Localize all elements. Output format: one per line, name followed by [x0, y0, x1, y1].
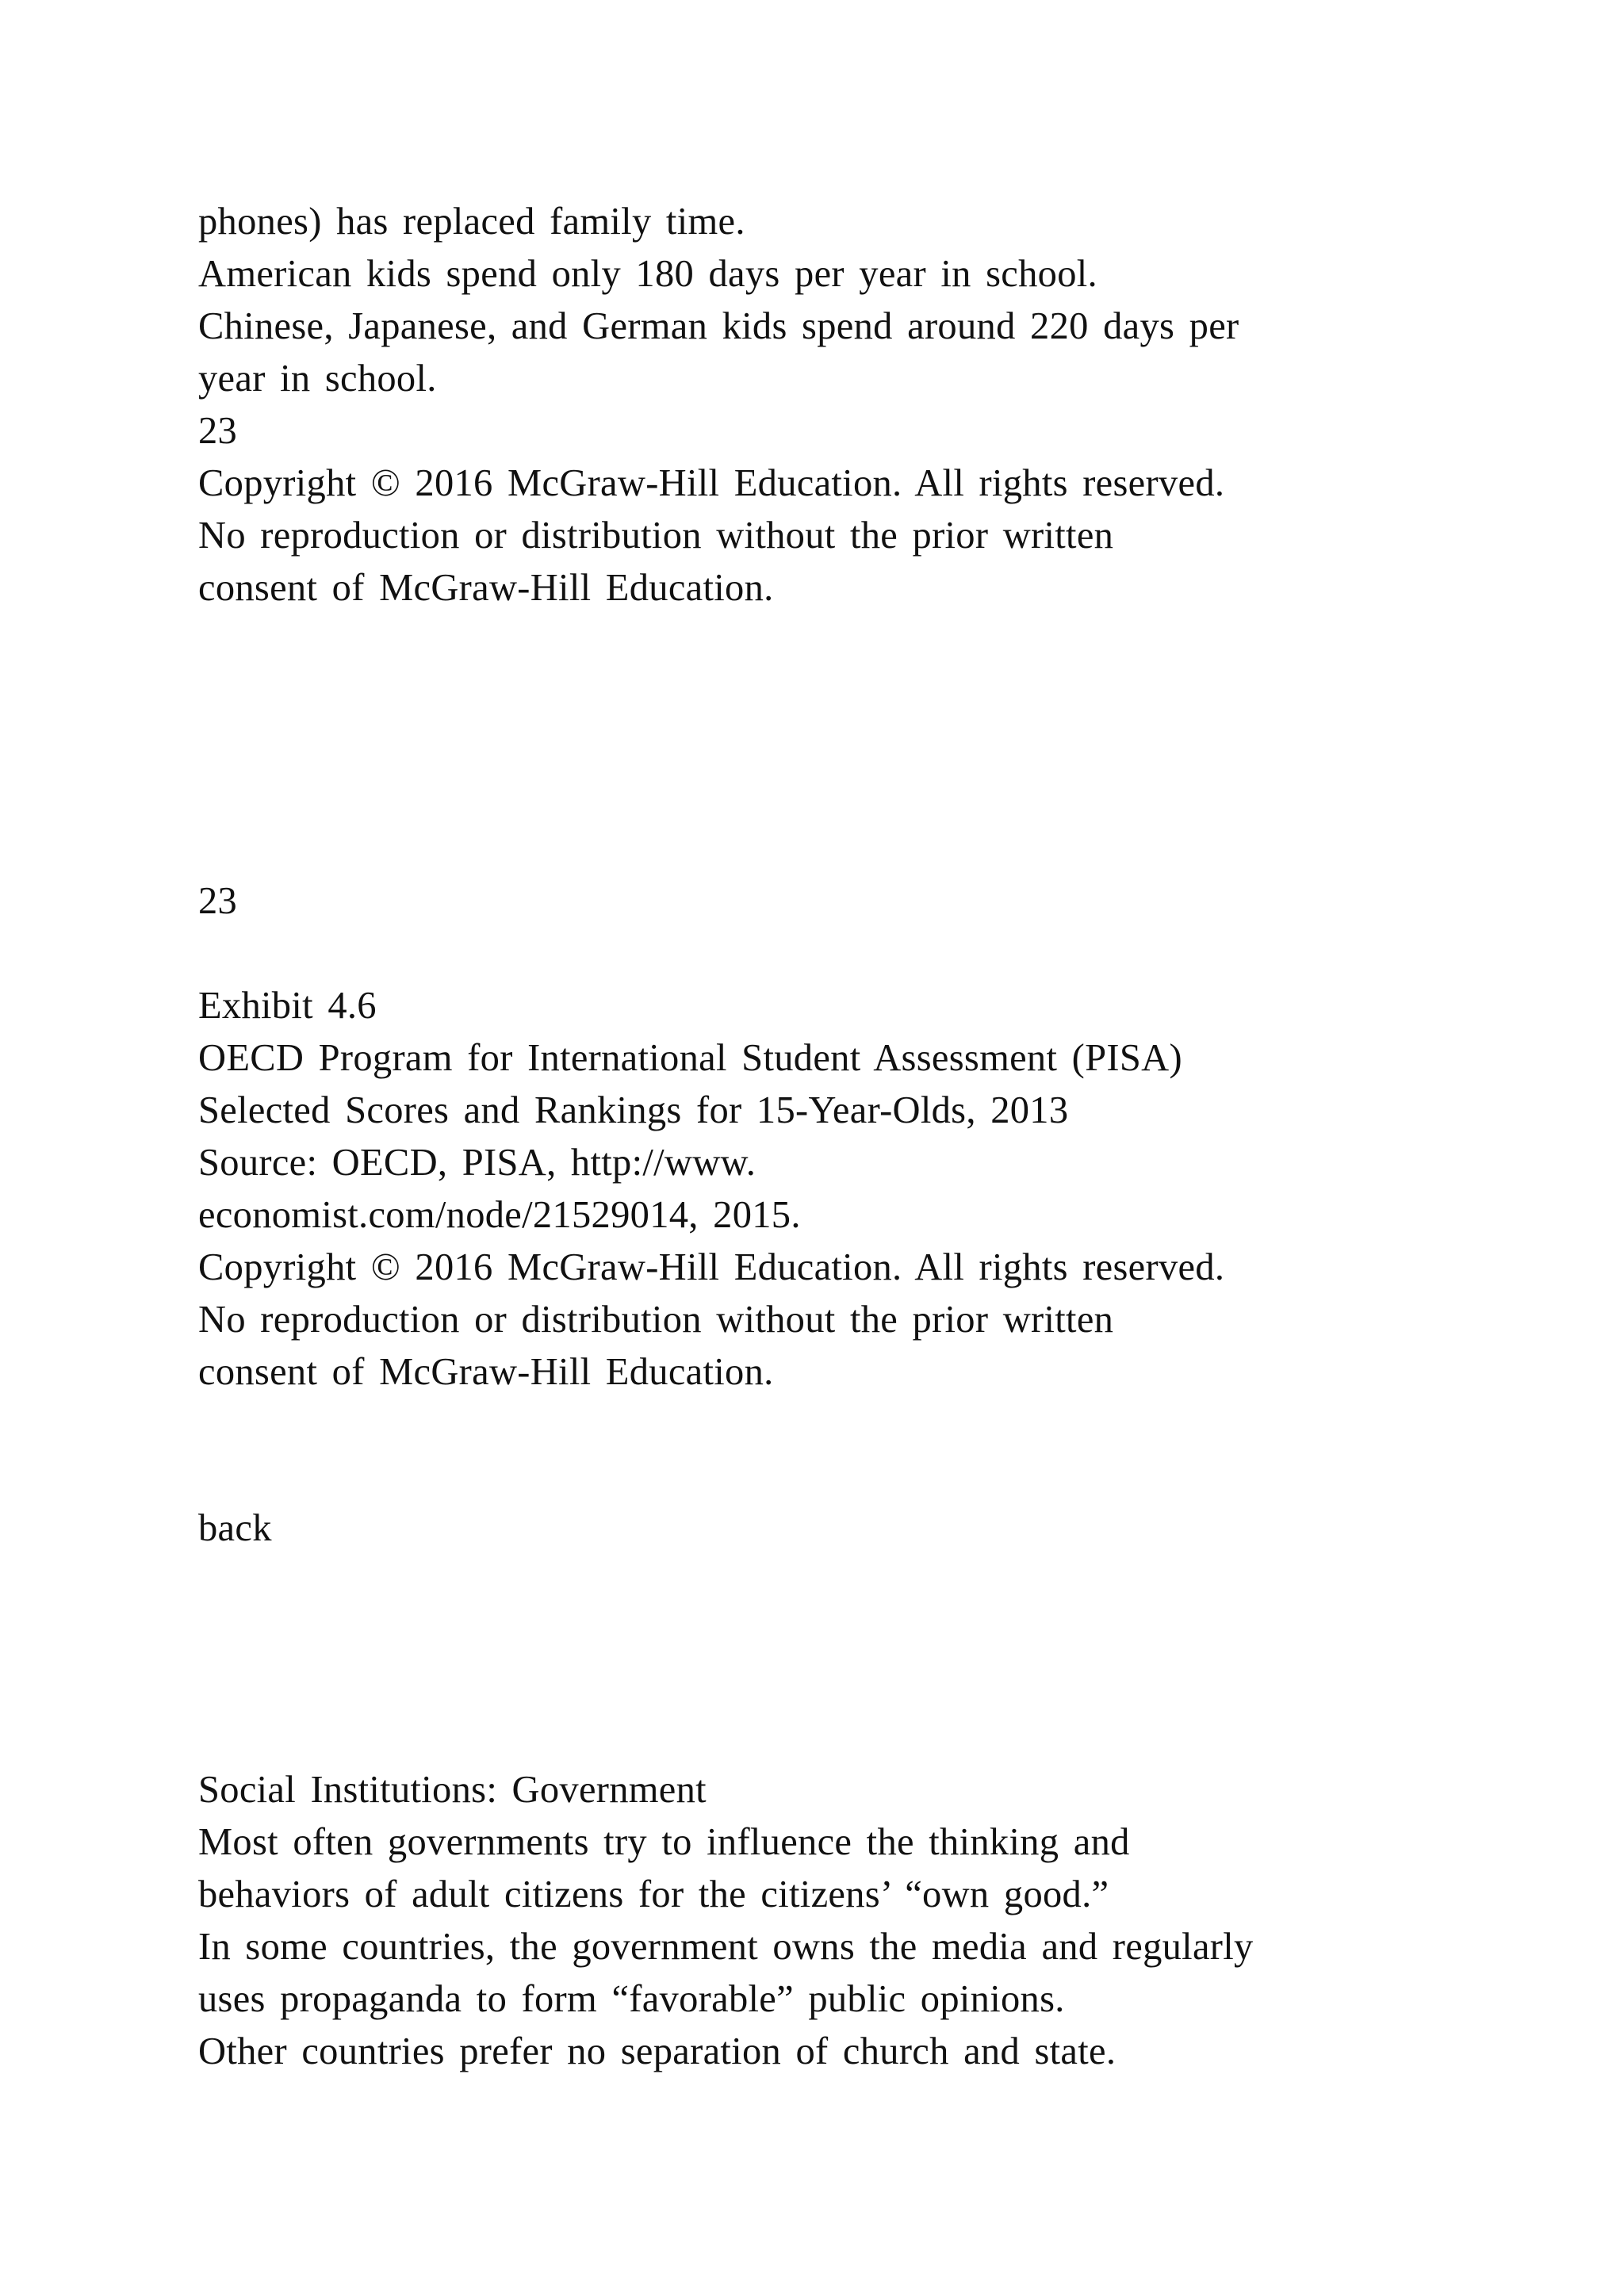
body-text-line: uses propaganda to form “favorable” public opinions.: [198, 1978, 1065, 2020]
copyright-line: Copyright © 2016 McGraw-Hill Education. All rights reserved.: [198, 462, 1225, 504]
exhibit-title: Exhibit 4.6: [198, 985, 377, 1027]
exhibit-line: Selected Scores and Rankings for 15-Year-Olds, 2013: [198, 1089, 1069, 1131]
slide-number: 23: [198, 410, 238, 452]
back-link[interactable]: back: [198, 1507, 272, 1549]
body-text-line: In some countries, the government owns the media and regularly: [198, 1926, 1254, 1968]
copyright-line: No reproduction or distribution without the prior written: [198, 515, 1114, 557]
body-text-line: Chinese, Japanese, and German kids spend around 220 days per: [198, 305, 1239, 347]
page-number: 23: [198, 880, 238, 922]
copyright-line: Copyright © 2016 McGraw-Hill Education. All rights reserved.: [198, 1246, 1225, 1288]
copyright-line: No reproduction or distribution without the prior written: [198, 1299, 1114, 1341]
section-heading: Social Institutions: Government: [198, 1769, 707, 1811]
body-text-line: behaviors of adult citizens for the citizens’ “own good.”: [198, 1873, 1109, 1915]
body-text-line: American kids spend only 180 days per year in school.: [198, 253, 1097, 295]
body-text-line: year in school.: [198, 358, 437, 400]
exhibit-line: OECD Program for International Student Assessment (PISA): [198, 1037, 1182, 1079]
body-text-line: Other countries prefer no separation of church and state.: [198, 2030, 1116, 2072]
copyright-line: consent of McGraw-Hill Education.: [198, 1351, 774, 1393]
body-text-line: Most often governments try to influence the thinking and: [198, 1821, 1130, 1863]
exhibit-source-line: Source: OECD, PISA, http://www.: [198, 1142, 756, 1184]
copyright-line: consent of McGraw-Hill Education.: [198, 567, 774, 609]
body-text-line: phones) has replaced family time.: [198, 201, 745, 243]
exhibit-source-line: economist.com/node/21529014, 2015.: [198, 1194, 801, 1236]
